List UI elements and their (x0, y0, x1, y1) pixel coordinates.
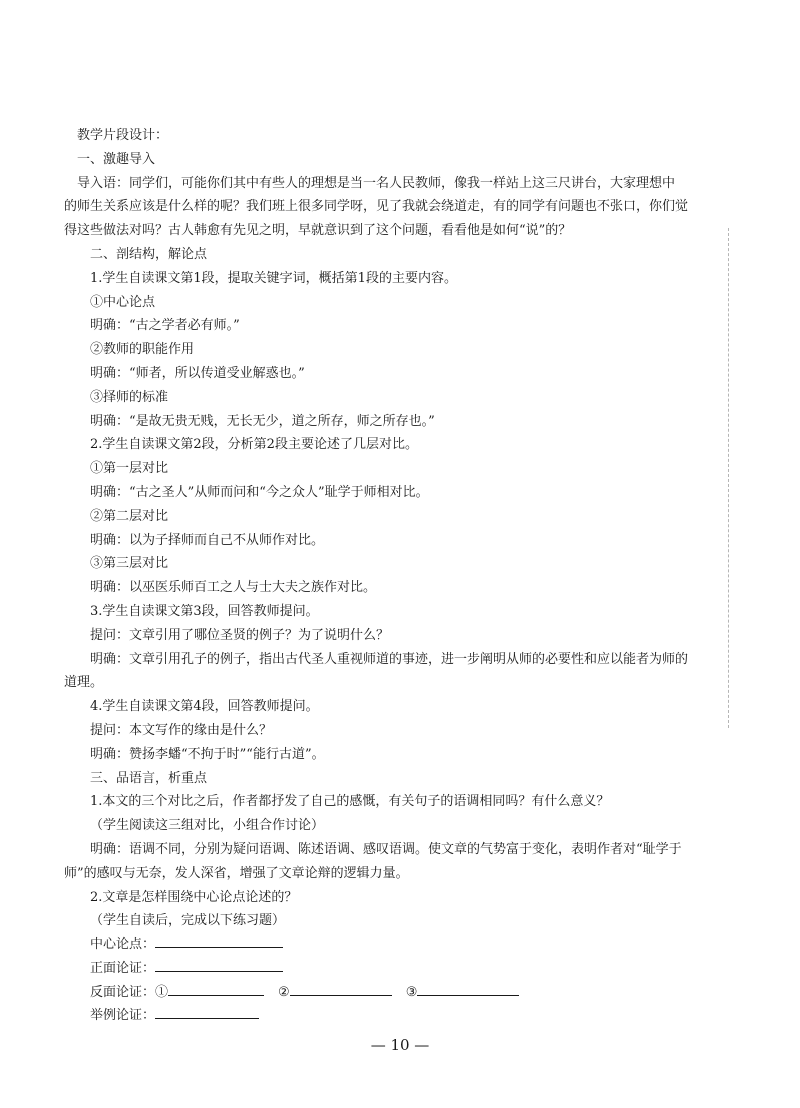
paragraph-line: 4.学生自读课文第4段，回答教师提问。 (90, 699, 319, 715)
paragraph-line: ③第三层对比 (90, 556, 169, 572)
exercise-label: 正面论证： (90, 960, 156, 976)
paragraph-line: ②教师的职能作用 (90, 342, 195, 358)
exercise-label: 反面论证： (90, 984, 156, 1000)
paragraph-line: 提问：本文写作的缘由是什么？ (90, 722, 273, 738)
paragraph-line: ②第二层对比 (90, 508, 169, 524)
paragraph-line: 提问：文章引用了哪位圣贤的例子？为了说明什么？ (90, 627, 390, 643)
exercise-label: 中心论点： (90, 937, 156, 953)
marker: ③ (405, 984, 418, 1000)
paragraph-line: 明确：赞扬李蟠“不拘于时”“能行古道”。 (90, 746, 325, 762)
paragraph-line: 1.学生自读课文第1段，提取关键字词，概括第1段的主要内容。 (90, 270, 457, 286)
paragraph-line: 师”的感叹与无奈，发人深省，增强了文章论辩的逻辑力量。 (64, 865, 409, 881)
paragraph-line: ①第一层对比 (90, 461, 169, 477)
paragraph-line: 得这些做法对吗？古人韩愈有先见之明，早就意识到了这个问题，看看他是如何“说”的？ (64, 223, 572, 239)
answer-blank[interactable] (168, 981, 264, 996)
page-content (64, 124, 688, 1028)
answer-blank[interactable] (290, 981, 392, 996)
paragraph-line: 明确：“师者，所以传道受业解惑也。” (90, 365, 305, 381)
answer-blank[interactable] (155, 1004, 259, 1019)
paragraph-line: 2.学生自读课文第2段，分析第2段主要论述了几层对比。 (90, 437, 418, 453)
paragraph-line: 导入语：同学们，可能你们其中有些人的理想是当一名人民教师，像我一样站上这三尺讲台，大家理想中 (77, 175, 676, 191)
paragraph-line: 明确：“是故无贵无贱，无长无少，道之所存，师之所存也。” (90, 413, 435, 429)
margin-dashed-rule (728, 228, 729, 728)
paragraph-line: （学生阅读这三组对比，小组合作讨论） (90, 818, 325, 834)
paragraph-line: 1.本文的三个对比之后，作者都抒发了自己的感慨，有关句子的语调相同吗？有什么意义？ (90, 794, 610, 810)
section-heading: 教学片段设计： (77, 128, 169, 143)
paragraph-line: 明确：以巫医乐师百工之人与士大夫之族作对比。 (90, 580, 377, 596)
paragraph-line: 的师生关系应该是什么样的呢？我们班上很多同学呀，见了我就会绕道走，有的同学有问题也不张口，你们觉 (64, 199, 688, 215)
exercise-label: 举例论证： (90, 1008, 156, 1024)
exercise-positive-row (64, 957, 688, 981)
page-number: — 10 — (370, 1036, 430, 1054)
paragraph-line: 明确：“古之圣人”从师而问和“今之众人”耻学于师相对比。 (90, 484, 429, 500)
paragraph-line: ①中心论点 (90, 294, 156, 310)
paragraph-line: 明确：“古之学者必有师。” (90, 318, 240, 334)
answer-blank[interactable] (155, 957, 283, 972)
exercise-central-row (64, 933, 688, 957)
exercise-negative-row (64, 981, 688, 1005)
paragraph-line: 明确：语调不同，分别为疑问语调、陈述语调、感叹语调。使文章的气势富于变化，表明作者对“耻学于 (90, 841, 682, 857)
exercise-example-row (64, 1004, 688, 1028)
paragraph-line: ③择师的标准 (90, 389, 169, 405)
section-heading: 三、品语言，析重点 (90, 770, 208, 786)
paragraph-line: 3.学生自读课文第3段，回答教师提问。 (90, 603, 319, 619)
paragraph-line: 道理。 (64, 675, 104, 691)
section-heading: 一、激趣导入 (77, 151, 156, 167)
paragraph-line: 2.文章是怎样围绕中心论点论述的？ (90, 889, 298, 905)
section-heading: 二、剖结构，解论点 (90, 246, 208, 262)
answer-blank[interactable] (417, 981, 519, 996)
marker: ① (155, 984, 169, 1000)
marker: ② (278, 984, 290, 1000)
paragraph-line: 明确：以为子择师而自己不从师作对比。 (90, 532, 325, 548)
answer-blank[interactable] (155, 933, 283, 948)
paragraph-line: 明确：文章引用孔子的例子，指出古代圣人重视师道的事迹，进一步阐明从师的必要性和应以能者为师的 (90, 651, 688, 667)
paragraph-line: （学生自读后，完成以下练习题） (90, 913, 286, 929)
